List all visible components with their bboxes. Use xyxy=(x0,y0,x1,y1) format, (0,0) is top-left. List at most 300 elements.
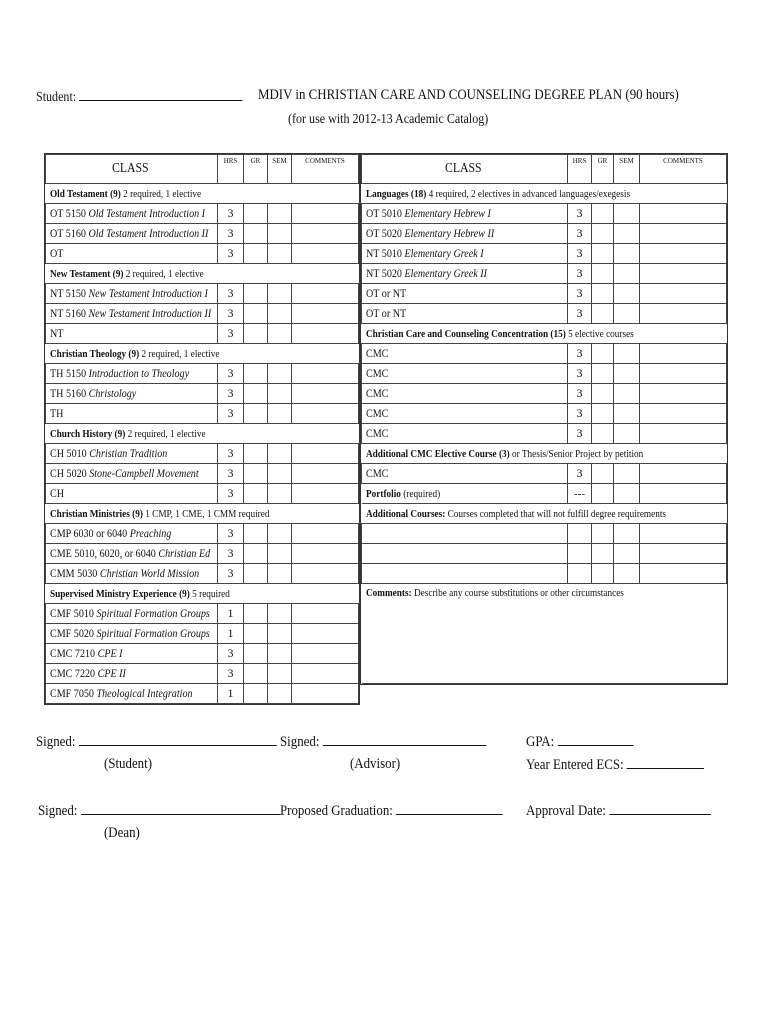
hours-value: 3 xyxy=(227,206,234,220)
hours-value: 3 xyxy=(576,206,583,220)
semester-cell[interactable] xyxy=(614,204,640,224)
course-row xyxy=(46,484,359,504)
course-row xyxy=(46,384,359,404)
hours-value: 3 xyxy=(576,246,583,260)
course-title: Introduction to Theology xyxy=(88,366,190,380)
comments-cell[interactable] xyxy=(292,204,359,224)
course-row xyxy=(362,384,727,404)
grade-cell[interactable] xyxy=(592,224,614,244)
course-code: CMC xyxy=(366,466,389,480)
hours-value: 3 xyxy=(576,226,583,240)
course-row xyxy=(362,464,727,484)
course-title: Elementary Greek II xyxy=(404,266,487,280)
signed-label: Signed: xyxy=(38,803,78,819)
gpa-line[interactable] xyxy=(557,733,633,746)
grade-cell[interactable] xyxy=(592,464,614,484)
course-code: TH 5160 xyxy=(50,386,87,400)
grade-cell[interactable] xyxy=(592,524,614,544)
semester-cell[interactable] xyxy=(268,404,292,424)
advisor-signature-line[interactable] xyxy=(323,733,486,746)
semester-cell[interactable] xyxy=(268,604,292,624)
course-code: TH xyxy=(50,406,64,420)
dean-signature-line[interactable] xyxy=(81,802,281,815)
student-signature-field[interactable] xyxy=(36,733,276,751)
comments-section[interactable] xyxy=(362,584,727,684)
course-cell[interactable] xyxy=(362,524,568,544)
course-row xyxy=(46,644,359,664)
semester-cell[interactable] xyxy=(614,524,640,544)
grade-cell[interactable] xyxy=(244,644,268,664)
section-rule: 4 required, 2 electives in advanced languages/exegesis xyxy=(428,187,630,200)
comments-cell[interactable] xyxy=(292,244,359,264)
grade-cell[interactable] xyxy=(592,244,614,264)
semester-cell[interactable] xyxy=(268,204,292,224)
hours-value: 3 xyxy=(227,326,234,340)
concentration-section-header xyxy=(362,324,727,344)
right-header-row xyxy=(362,155,727,184)
christian-theology-section-header xyxy=(46,344,359,364)
hours-value: 3 xyxy=(576,406,583,420)
section-rule: 2 required, 1 elective xyxy=(122,187,201,200)
course-row xyxy=(362,364,727,384)
semester-cell[interactable] xyxy=(268,364,292,384)
grade-cell[interactable] xyxy=(244,384,268,404)
course-row xyxy=(362,264,727,284)
section-title: Christian Theology (9) xyxy=(49,347,139,360)
hours-value: 1 xyxy=(227,626,234,640)
section-rule: or Thesis/Senior Project by petition xyxy=(511,447,643,460)
proposed-graduation-label: Proposed Graduation: xyxy=(280,803,393,819)
comments-cell[interactable] xyxy=(292,644,359,664)
hours-value: 3 xyxy=(576,286,583,300)
section-title: Christian Ministries (9) xyxy=(49,507,143,520)
gpa-field[interactable] xyxy=(526,733,633,751)
hours-value: 3 xyxy=(576,366,583,380)
comments-cell[interactable] xyxy=(640,424,727,444)
grade-cell[interactable] xyxy=(592,284,614,304)
semester-cell[interactable] xyxy=(268,464,292,484)
course-title: Christian Ed xyxy=(158,546,211,560)
semester-cell[interactable] xyxy=(614,344,640,364)
comments-cell[interactable] xyxy=(640,384,727,404)
student-field[interactable] xyxy=(36,88,243,106)
left-header-row xyxy=(46,155,359,184)
course-code: TH 5150 xyxy=(50,366,87,380)
grade-cell[interactable] xyxy=(592,264,614,284)
course-row xyxy=(46,604,359,624)
course-row xyxy=(46,464,359,484)
hours-value: 3 xyxy=(576,386,583,400)
semester-cell[interactable] xyxy=(268,324,292,344)
course-code: CMC xyxy=(366,366,389,380)
hours-value: 3 xyxy=(227,666,234,680)
additional-courses-section-header xyxy=(362,504,727,524)
grade-cell[interactable] xyxy=(244,324,268,344)
hours-cell[interactable] xyxy=(568,524,592,544)
hours-value: 3 xyxy=(227,286,234,300)
grade-cell[interactable] xyxy=(244,564,268,584)
course-row xyxy=(362,424,727,444)
course-code: OT 5150 xyxy=(50,206,86,220)
course-code: NT 5160 xyxy=(50,306,86,320)
grade-cell[interactable] xyxy=(244,464,268,484)
section-title: Old Testament (9) xyxy=(49,187,121,200)
grade-cell[interactable] xyxy=(592,384,614,404)
grade-cell[interactable] xyxy=(592,544,614,564)
semester-cell[interactable] xyxy=(614,484,640,504)
comments-cell[interactable] xyxy=(640,284,727,304)
course-row xyxy=(46,284,359,304)
portfolio-row xyxy=(362,484,727,504)
section-title: Languages (18) xyxy=(365,187,426,200)
student-line[interactable] xyxy=(79,88,242,101)
course-code: OT 5010 xyxy=(366,206,402,220)
student-caption: (Student) xyxy=(104,756,153,772)
comments-cell[interactable] xyxy=(640,304,727,324)
year-entered-line[interactable] xyxy=(627,756,704,769)
comments-cell[interactable] xyxy=(292,684,359,704)
gpa-label: GPA: xyxy=(526,734,555,750)
grade-cell[interactable] xyxy=(244,484,268,504)
comments-cell[interactable] xyxy=(640,224,727,244)
semester-cell[interactable] xyxy=(268,444,292,464)
comments-cell[interactable] xyxy=(292,444,359,464)
course-row xyxy=(46,684,359,704)
hours-value: 3 xyxy=(227,486,234,500)
section-rule: Courses completed that will not fulfill degree requirements xyxy=(447,507,666,520)
grade-cell[interactable] xyxy=(592,304,614,324)
advisor-caption: (Advisor) xyxy=(350,756,401,772)
class-column-header: CLASS xyxy=(362,155,568,184)
semester-cell[interactable] xyxy=(614,244,640,264)
grade-cell[interactable] xyxy=(244,524,268,544)
left-course-table xyxy=(44,153,360,705)
comments-cell[interactable] xyxy=(640,484,727,504)
additional-cmc-section-header xyxy=(362,444,727,464)
semester-cell[interactable] xyxy=(268,664,292,684)
course-code: OT 5020 xyxy=(366,226,402,240)
hours-value: 3 xyxy=(576,306,583,320)
semester-cell[interactable] xyxy=(614,264,640,284)
right-course-table xyxy=(360,153,728,685)
course-code: CMP 6030 or 6040 xyxy=(50,526,128,540)
course-code: CMC xyxy=(366,426,389,440)
hours-value: 1 xyxy=(227,606,234,620)
hours-cell[interactable] xyxy=(568,564,592,584)
course-row xyxy=(362,244,727,264)
semester-cell[interactable] xyxy=(268,644,292,664)
grade-cell[interactable] xyxy=(244,624,268,644)
semester-cell[interactable] xyxy=(268,484,292,504)
course-row xyxy=(46,404,359,424)
course-row xyxy=(46,304,359,324)
course-code: NT 5020 xyxy=(366,266,402,280)
proposed-graduation-line[interactable] xyxy=(396,802,503,815)
course-code: CMC xyxy=(366,346,389,360)
semester-cell[interactable] xyxy=(614,284,640,304)
section-rule: 1 CMP, 1 CME, 1 CMM required xyxy=(144,507,269,520)
course-title: Spiritual Formation Groups xyxy=(96,606,210,620)
course-code: OT xyxy=(50,246,64,260)
grade-cell[interactable] xyxy=(244,664,268,684)
signed-label: Signed: xyxy=(280,734,320,750)
comments-cell[interactable] xyxy=(292,284,359,304)
blank-course-row xyxy=(362,564,727,584)
semester-cell[interactable] xyxy=(614,224,640,244)
comments-cell[interactable] xyxy=(640,404,727,424)
sem-column-header: SEM xyxy=(614,155,640,184)
gr-column-header: GR xyxy=(244,155,268,184)
advisor-signature-field[interactable] xyxy=(280,733,486,751)
page-title: MDIV in CHRISTIAN CARE AND COUNSELING DEGREE PLAN (90 hours) xyxy=(258,87,679,103)
comments-cell[interactable] xyxy=(640,204,727,224)
comments-cell[interactable] xyxy=(640,244,727,264)
course-code: CMF 5020 xyxy=(50,626,94,640)
signed-label: Signed: xyxy=(36,734,76,750)
dean-caption: (Dean) xyxy=(104,825,140,841)
course-row xyxy=(46,544,359,564)
course-row xyxy=(46,364,359,384)
hours-value: 3 xyxy=(576,466,583,480)
grade-cell[interactable] xyxy=(592,404,614,424)
course-title: New Testament Introduction II xyxy=(88,306,212,320)
section-title: Christian Care and Counseling Concentration (15) xyxy=(365,327,566,340)
comments-instructions: Describe any course substitutions or other circumstances xyxy=(413,587,624,599)
hours-value: 3 xyxy=(227,306,234,320)
course-row xyxy=(362,344,727,364)
semester-cell[interactable] xyxy=(268,684,292,704)
hours-value: 3 xyxy=(227,646,234,660)
comments-cell[interactable] xyxy=(640,544,727,564)
semester-cell[interactable] xyxy=(614,304,640,324)
comments-cell[interactable] xyxy=(292,664,359,684)
hours-value: 3 xyxy=(227,446,234,460)
grade-cell[interactable] xyxy=(244,244,268,264)
semester-cell[interactable] xyxy=(614,404,640,424)
grade-cell[interactable] xyxy=(244,604,268,624)
grade-cell[interactable] xyxy=(244,304,268,324)
comments-cell[interactable] xyxy=(292,604,359,624)
course-cell[interactable] xyxy=(362,564,568,584)
semester-cell[interactable] xyxy=(268,524,292,544)
grade-cell[interactable] xyxy=(592,424,614,444)
course-code: NT 5150 xyxy=(50,286,86,300)
grade-cell[interactable] xyxy=(244,284,268,304)
comments-cell[interactable] xyxy=(640,364,727,384)
course-code: CMF 5010 xyxy=(50,606,94,620)
section-title: Supervised Ministry Experience (9) xyxy=(49,587,190,600)
gr-column-header: GR xyxy=(592,155,614,184)
comments-cell[interactable] xyxy=(292,484,359,504)
hours-value: 3 xyxy=(227,406,234,420)
hours-value: 3 xyxy=(227,566,234,580)
semester-cell[interactable] xyxy=(614,364,640,384)
semester-cell[interactable] xyxy=(614,424,640,444)
course-row xyxy=(46,204,359,224)
semester-cell[interactable] xyxy=(268,224,292,244)
comments-cell[interactable] xyxy=(292,224,359,244)
comments-cell[interactable] xyxy=(292,304,359,324)
class-column-header: CLASS xyxy=(46,155,218,184)
semester-cell[interactable] xyxy=(268,624,292,644)
section-title: Church History (9) xyxy=(49,427,125,440)
student-label: Student: xyxy=(36,90,77,105)
semester-cell[interactable] xyxy=(614,544,640,564)
grade-cell[interactable] xyxy=(244,224,268,244)
course-title: New Testament Introduction I xyxy=(88,286,208,300)
course-code: CMM 5030 xyxy=(50,566,98,580)
semester-cell[interactable] xyxy=(614,384,640,404)
new-testament-section-header xyxy=(46,264,359,284)
comments-cell[interactable] xyxy=(292,364,359,384)
supervised-ministry-section-header xyxy=(46,584,359,604)
grade-cell[interactable] xyxy=(244,544,268,564)
semester-cell[interactable] xyxy=(268,304,292,324)
semester-cell[interactable] xyxy=(268,544,292,564)
student-signature-line[interactable] xyxy=(79,733,277,746)
grade-cell[interactable] xyxy=(592,204,614,224)
grade-cell[interactable] xyxy=(592,564,614,584)
course-title: Christology xyxy=(88,386,137,400)
grade-cell[interactable] xyxy=(244,364,268,384)
grade-cell[interactable] xyxy=(244,444,268,464)
comments-cell[interactable] xyxy=(292,624,359,644)
course-code: CMC 7210 xyxy=(50,646,96,660)
page-subtitle: (for use with 2012-13 Academic Catalog) xyxy=(288,112,489,127)
course-row xyxy=(362,204,727,224)
blank-course-row xyxy=(362,544,727,564)
grade-cell[interactable] xyxy=(592,344,614,364)
comments-cell[interactable] xyxy=(640,564,727,584)
church-history-section-header xyxy=(46,424,359,444)
course-row xyxy=(362,304,727,324)
course-row xyxy=(362,404,727,424)
course-title: Preaching xyxy=(129,526,172,540)
hrs-column-header: HRS xyxy=(568,155,592,184)
course-row xyxy=(362,224,727,244)
course-row xyxy=(46,624,359,644)
course-code: CMC xyxy=(366,406,389,420)
dean-signature-field[interactable] xyxy=(38,802,280,820)
course-code: NT xyxy=(50,326,64,340)
semester-cell[interactable] xyxy=(268,564,292,584)
comments-cell[interactable] xyxy=(292,324,359,344)
comments-cell[interactable] xyxy=(292,404,359,424)
course-title: Old Testament Introduction II xyxy=(88,226,209,240)
course-row xyxy=(362,284,727,304)
hours-value: 3 xyxy=(227,226,234,240)
hours-value: 3 xyxy=(576,266,583,280)
hours-value: 3 xyxy=(576,426,583,440)
hours-value: 3 xyxy=(576,346,583,360)
comments-cell[interactable] xyxy=(640,464,727,484)
course-cell[interactable] xyxy=(362,544,568,564)
course-code: CH xyxy=(50,486,65,500)
christian-ministries-section-header xyxy=(46,504,359,524)
hours-value: 3 xyxy=(227,526,234,540)
section-rule: 2 required, 1 elective xyxy=(140,347,219,360)
section-rule: 5 required xyxy=(191,587,230,600)
comments-column-header: COMMENTS xyxy=(640,155,727,184)
grade-cell[interactable] xyxy=(592,364,614,384)
comments-title: Comments: xyxy=(365,587,412,599)
semester-cell[interactable] xyxy=(614,464,640,484)
section-rule: 2 required, 1 elective xyxy=(127,427,206,440)
grade-cell[interactable] xyxy=(244,204,268,224)
course-code: CMC xyxy=(366,386,389,400)
course-row xyxy=(46,564,359,584)
comments-cell[interactable] xyxy=(292,564,359,584)
course-row xyxy=(46,244,359,264)
course-title: Spiritual Formation Groups xyxy=(96,626,210,640)
comments-cell[interactable] xyxy=(640,264,727,284)
sem-column-header: SEM xyxy=(268,155,292,184)
course-row xyxy=(46,664,359,684)
course-title: Old Testament Introduction I xyxy=(88,206,206,220)
course-title: Elementary Hebrew II xyxy=(404,226,495,240)
hrs-column-header: HRS xyxy=(218,155,244,184)
hours-value: 3 xyxy=(227,246,234,260)
course-title: Elementary Hebrew I xyxy=(404,206,491,220)
course-code: OT or NT xyxy=(366,286,407,300)
comments-column-header: COMMENTS xyxy=(292,155,359,184)
year-entered-field[interactable] xyxy=(526,756,704,774)
comments-cell[interactable] xyxy=(640,344,727,364)
grade-cell[interactable] xyxy=(592,484,614,504)
hours-value: 3 xyxy=(227,386,234,400)
course-code: CH 5020 xyxy=(50,466,87,480)
course-row xyxy=(46,324,359,344)
semester-cell[interactable] xyxy=(268,284,292,304)
hours-value: 3 xyxy=(227,366,234,380)
grade-cell[interactable] xyxy=(244,684,268,704)
course-code: OT or NT xyxy=(366,306,407,320)
approval-date-field[interactable] xyxy=(526,802,711,820)
hours-value: 1 xyxy=(227,686,234,700)
course-code: CMF 7050 xyxy=(50,686,94,700)
section-rule: 5 elective courses xyxy=(567,327,634,340)
proposed-graduation-field[interactable] xyxy=(280,802,503,820)
section-rule: 2 required, 1 elective xyxy=(125,267,204,280)
semester-cell[interactable] xyxy=(614,564,640,584)
old-testament-section-header xyxy=(46,184,359,204)
hours-value: 3 xyxy=(227,466,234,480)
comments-cell[interactable] xyxy=(292,384,359,404)
grade-cell[interactable] xyxy=(244,404,268,424)
comments-cell[interactable] xyxy=(292,544,359,564)
course-code: CMC 7220 xyxy=(50,666,96,680)
course-row xyxy=(46,524,359,544)
section-title: Additional CMC Elective Course (3) xyxy=(365,447,510,460)
course-title: Christian Tradition xyxy=(89,446,168,460)
section-title: Additional Courses: xyxy=(365,507,445,520)
comments-cell[interactable] xyxy=(292,524,359,544)
semester-cell[interactable] xyxy=(268,244,292,264)
languages-section-header xyxy=(362,184,727,204)
section-title: New Testament (9) xyxy=(49,267,123,280)
section-rule: (required) xyxy=(402,487,440,500)
course-code: CME 5010, 6020, or 6040 xyxy=(50,546,156,560)
hours-value: 3 xyxy=(227,546,234,560)
course-code: CH 5010 xyxy=(50,446,87,460)
comments-cell[interactable] xyxy=(640,524,727,544)
hours-cell[interactable] xyxy=(568,544,592,564)
semester-cell[interactable] xyxy=(268,384,292,404)
course-code: OT 5160 xyxy=(50,226,86,240)
hours-value: --- xyxy=(574,487,585,500)
comments-cell[interactable] xyxy=(292,464,359,484)
approval-date-line[interactable] xyxy=(609,802,710,815)
